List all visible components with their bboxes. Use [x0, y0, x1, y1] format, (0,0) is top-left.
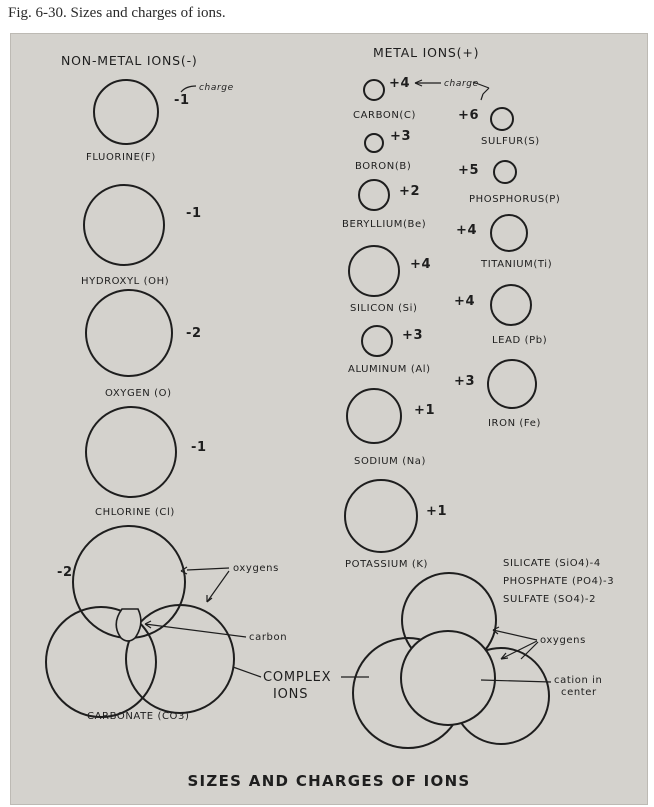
- titanium-circle: [491, 215, 527, 251]
- lead-circle: [491, 285, 531, 325]
- phosphate-formula: PHOSPHATE (PO4)-3: [503, 576, 615, 587]
- complex-oxygens-label: oxygens: [540, 635, 586, 646]
- fluorine-circle: [94, 80, 158, 144]
- silicate-formula: SILICATE (SiO4)-4: [503, 558, 601, 569]
- sulfur-label: SULFUR(S): [481, 136, 540, 147]
- aluminum-circle: [362, 326, 392, 356]
- iron-circle: [488, 360, 536, 408]
- carbonate-ion: [46, 526, 234, 717]
- cation-label-1: cation in: [554, 675, 603, 686]
- phosphorus-circle: [494, 161, 516, 183]
- carbon-charge: +4: [389, 76, 411, 91]
- carbonate-label: CARBONATE (CO3): [87, 711, 190, 722]
- boron-label: BORON(B): [355, 161, 412, 172]
- chlorine-label: CHLORINE (Cl): [95, 507, 175, 518]
- oxygen-label: OXYGEN (O): [105, 388, 172, 399]
- oxygen-circle: [86, 290, 172, 376]
- charge-pointer: [181, 86, 196, 92]
- carbonate-charge: -2: [57, 565, 73, 580]
- complex-cation-center: [401, 631, 495, 725]
- beryllium-charge: +2: [399, 184, 421, 199]
- carbon-circle: [364, 80, 384, 100]
- charge-note-right: charge: [444, 79, 479, 89]
- nonmetal-header: NON-METAL IONS(-): [61, 53, 198, 68]
- sulfur-circle: [491, 108, 513, 130]
- sodium-circle: [347, 389, 401, 443]
- iron-label: IRON (Fe): [488, 418, 541, 429]
- carbonate-oxygen-right: [126, 605, 234, 713]
- aluminum-charge: +3: [402, 328, 424, 343]
- hydroxyl-circle: [84, 185, 164, 265]
- carbon-label: CARBON(C): [353, 110, 416, 121]
- sodium-label: SODIUM (Na): [354, 456, 427, 467]
- fluorine-label: FLUORINE(F): [86, 152, 156, 163]
- sulfate-formula: SULFATE (SO4)-2: [503, 594, 597, 605]
- boron-circle: [365, 134, 383, 152]
- chlorine-circle: [86, 407, 176, 497]
- ion-diagram: [11, 34, 647, 804]
- oxygens-arrow-b: [207, 571, 229, 602]
- complex-pointer-left: [233, 667, 261, 677]
- figure-caption: Fig. 6-30. Sizes and charges of ions.: [8, 5, 226, 21]
- diagram-plate: [10, 33, 648, 805]
- beryllium-circle: [359, 180, 389, 210]
- beryllium-label: BERYLLIUM(Be): [342, 219, 427, 230]
- potassium-circle: [345, 480, 417, 552]
- lead-label: LEAD (Pb): [492, 335, 548, 346]
- silicon-label: SILICON (Si): [350, 303, 418, 314]
- cation-label-2: center: [561, 687, 597, 698]
- complex-oxygens-arrow-b: [501, 641, 537, 659]
- sulfur-charge: +6: [458, 108, 480, 123]
- hydroxyl-charge: -1: [186, 206, 202, 221]
- fluorine-charge: -1: [174, 93, 190, 108]
- complex-oxygens-arrow-a: [493, 627, 537, 640]
- carbonate-oxygens-label: oxygens: [233, 563, 279, 574]
- titanium-label: TITANIUM(Ti): [481, 259, 553, 270]
- oxygens-arrow-a: [181, 567, 229, 574]
- silicon-charge: +4: [410, 257, 432, 272]
- diagram-title: SIZES AND CHARGES OF IONS: [187, 772, 471, 790]
- potassium-label: POTASSIUM (K): [345, 559, 429, 570]
- boron-charge: +3: [390, 129, 412, 144]
- sodium-charge: +1: [414, 403, 436, 418]
- phosphorus-label: PHOSPHORUS(P): [469, 194, 561, 205]
- chlorine-charge: -1: [191, 440, 207, 455]
- hydroxyl-label: HYDROXYL (OH): [81, 276, 170, 287]
- titanium-charge: +4: [456, 223, 478, 238]
- potassium-charge: +1: [426, 504, 448, 519]
- phosphorus-charge: +5: [458, 163, 480, 178]
- complex-ions-label-1: COMPLEX: [263, 670, 332, 685]
- metal-header: METAL IONS(+): [373, 45, 480, 60]
- charge-note-left: charge: [199, 83, 234, 93]
- lead-charge: +4: [454, 294, 476, 309]
- iron-charge: +3: [454, 374, 476, 389]
- silicon-circle: [349, 246, 399, 296]
- carbon-callout-label: carbon: [249, 632, 288, 643]
- oxygen-charge: -2: [186, 326, 202, 341]
- complex-ions-label-2: IONS: [273, 687, 309, 702]
- aluminum-label: ALUMINUM (Al): [348, 364, 431, 375]
- carbon-center: [116, 609, 141, 641]
